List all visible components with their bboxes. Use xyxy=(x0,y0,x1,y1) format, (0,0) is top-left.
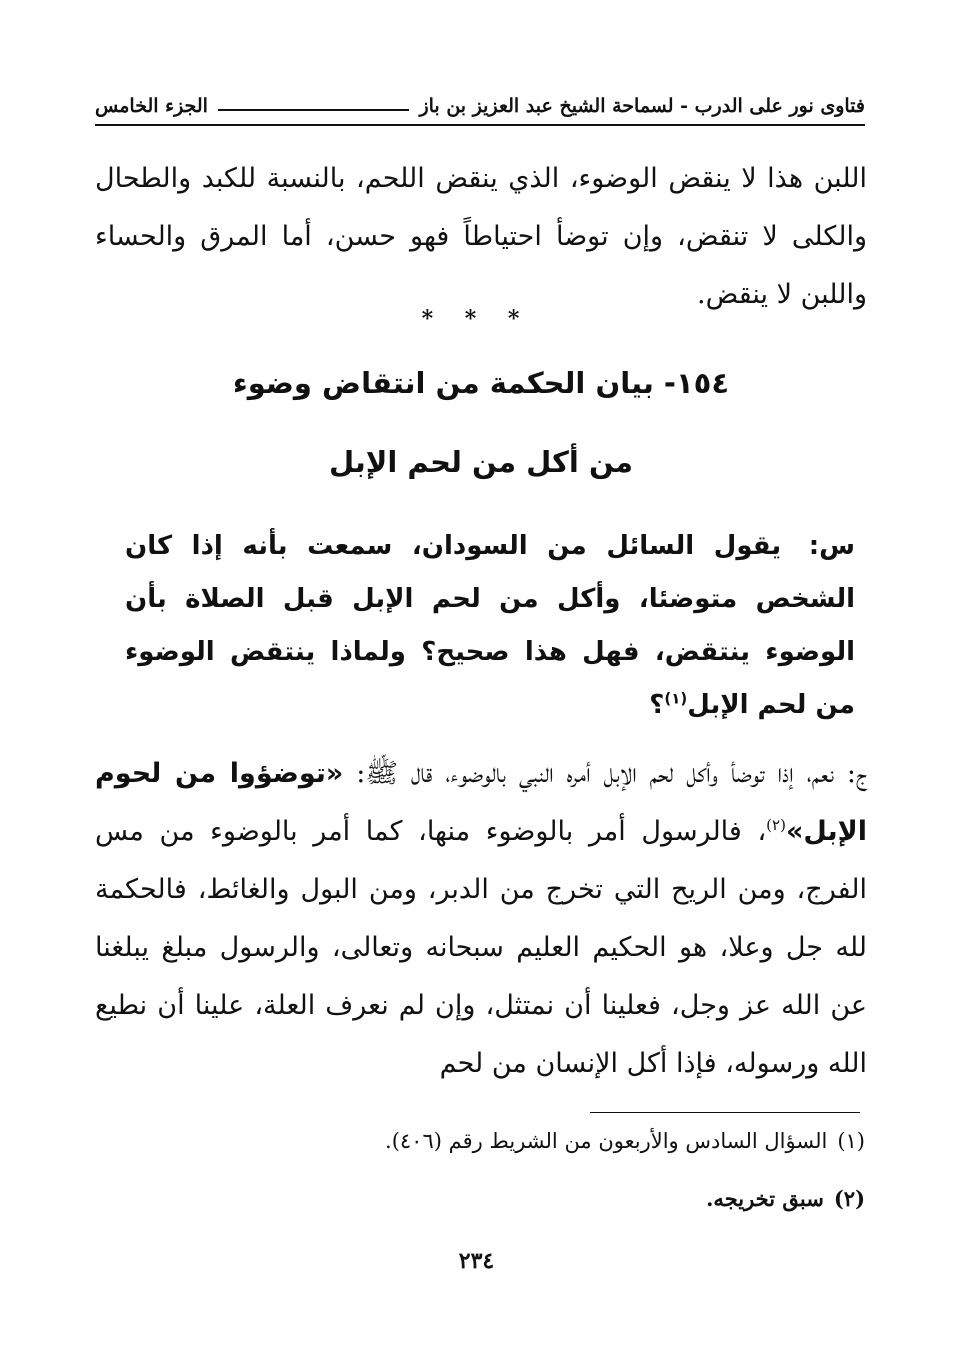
header-book-title: فتاوى نور على الدرب - لسماحة الشيخ عبد العزيز بن باز xyxy=(419,95,865,117)
footnote-2-text: سبق تخريجه. xyxy=(706,1186,824,1211)
header-part: الجزء الخامس xyxy=(95,95,208,117)
paragraph-milk-continuation: اللبن هذا لا ينقض الوضوء، الذي ينقض اللحم، بالنسبة للكبد والطحال والكلى لا تنقض، وإن توضأ احتياطاً فهو حسن، أما المرق والحساء واللبن لا ينقض. xyxy=(95,163,867,310)
question-paragraph xyxy=(125,520,855,732)
question-end: ؟ xyxy=(649,690,665,720)
footnote-2-number: (٢) xyxy=(833,1186,865,1211)
question-label: س: xyxy=(808,531,855,561)
footnote-1-text: السؤال السادس والأربعون من الشريط رقم (٤٠٦). xyxy=(385,1129,828,1153)
answer-intro: ج: نعم، إذا توضأ وأكل لحم الإبل أمره النبي بالوضوء، قال ﷺ: xyxy=(356,758,867,789)
hadith-quote: «توضؤوا من لحوم الإبل» xyxy=(95,758,867,847)
footnote-2 xyxy=(95,1184,865,1214)
answer-rest: ، فالرسول أمر بالوضوء منها، كما أمر بالوضوء من مس الفرج، ومن الريح التي تخرج من الدبر، ومن البول والغائط، فالحكمة لله جل وعلا، هو الحكيم العليم سبحانه وتعالى، والرسول مبلغ يبلغنا عن الله عز وجل، فعلينا أن نمتثل، وإن لم نعرف العلة، علينا أن نطيع الله ورسوله، فإذا أكل الإنسان من لحم xyxy=(95,816,867,1079)
page-number: ٢٣٤ xyxy=(458,1248,495,1274)
footnote-1-number: (١) xyxy=(837,1129,865,1153)
question-text: يقول السائل من السودان، سمعت بأنه إذا كان الشخص متوضئا، وأكل من لحم الإبل قبل الصلاة بأن الوضوء ينتقض، فهل هذا صحيح؟ ولماذا ينتقض الوضوء من لحم الإبل xyxy=(125,531,855,720)
running-header xyxy=(95,88,865,126)
section-title-line-2: من أكل من لحم الإبل xyxy=(328,445,634,479)
answer-paragraph xyxy=(95,745,867,1093)
footnote-ref-2[interactable]: (٢) xyxy=(766,816,786,834)
header-dash xyxy=(218,109,410,111)
footnote-ref-1[interactable]: (١) xyxy=(664,689,688,708)
section-title-line-1: ١٥٤- بيان الحكمة من انتقاض وضوء xyxy=(232,366,730,400)
footnote-1 xyxy=(95,1126,865,1156)
footnote-rule xyxy=(590,1112,860,1113)
section-separator: * * * xyxy=(421,306,532,332)
